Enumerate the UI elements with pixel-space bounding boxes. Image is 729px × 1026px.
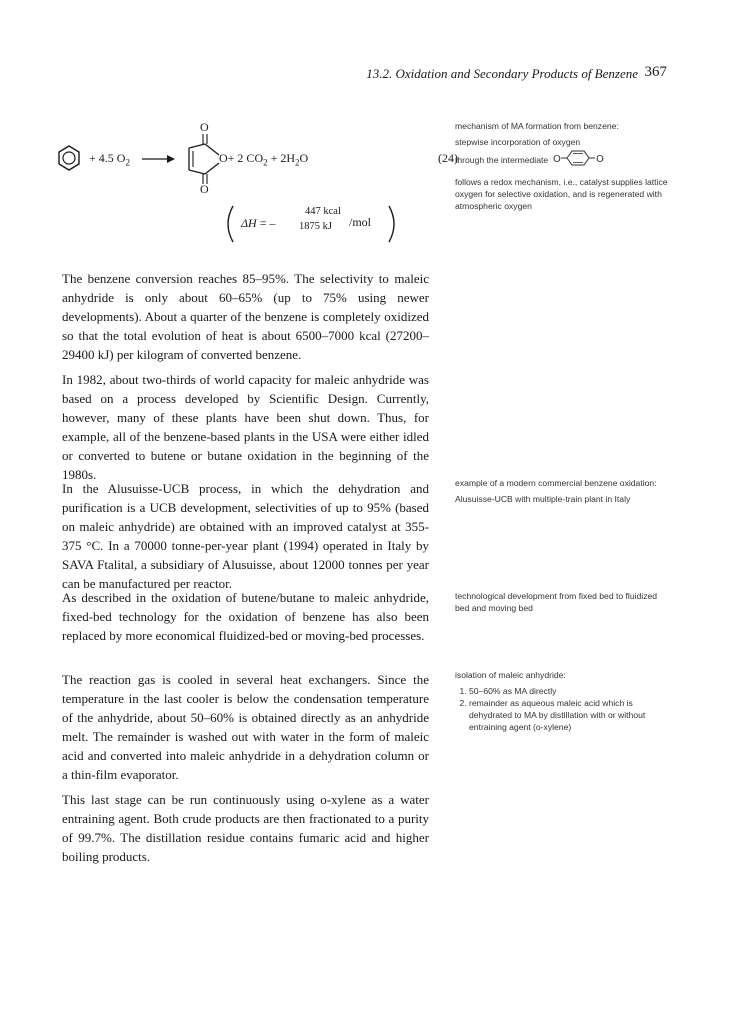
note-mechanism-line1: mechanism of MA formation from benzene: (455, 121, 619, 131)
enthalpy-kj: 1875 kJ (299, 221, 332, 232)
note-mechanism-line4: follows a redox mechanism, i.e., catalyst supplies lattice oxygen for selective oxidation, and is regenerated with atmospheric oxygen (455, 177, 668, 211)
reactant-oxygen: + 4.5 $O_2$ (89, 151, 130, 168)
reaction-structures (55, 118, 475, 268)
paragraph-4: As described in the oxidation of butene/butane to maleic anhydride, fixed-bed technology for the oxidation of benzene has also been replaced by more economical fluidized-bed or moving-bed processes. (62, 590, 429, 643)
running-header (0, 66, 729, 86)
margin-note-technology (455, 590, 669, 618)
running-header-title: 13.2. Oxidation and Secondary Products of Benzene (366, 66, 638, 81)
note-mechanism-line2: stepwise incorporation of oxygen (455, 137, 581, 147)
quinone-oxygen-left: O (553, 154, 561, 165)
note-example-line1: example of a modern commercial benzene oxidation: (455, 478, 657, 488)
equation-number: (24) (438, 151, 458, 165)
reaction-equation: + 4.5 $O_2$ O O O+ 2 $CO_2 + 2H_2O$ (24) ΔH = – 447 kcal 1875 kJ /mol (55, 118, 475, 268)
note-mechanism-intermediate: through the intermediate O O (455, 154, 669, 172)
margin-note-example (455, 477, 669, 509)
benzene-structure (59, 146, 79, 170)
right-bracket (389, 206, 394, 242)
enthalpy-kcal: 447 kcal (305, 206, 341, 217)
paragraph-1: The benzene conversion reaches 85–95%. The selectivity to maleic anhydride is only about 60–65% (up to 75% using newer developments). About a quarter of the benzene is completely oxidized so that the total evolution of heat is about 6500–7000 kcal (27200–29400 kJ) per kilogram of converted benzene. (62, 271, 429, 362)
products-text: O+ 2 $CO_2 + 2H_2O$ (219, 151, 309, 168)
margin-note-mechanism (455, 120, 669, 216)
maleic-anhydride-structure (189, 134, 219, 184)
carbonyl-oxygen-bottom: O (200, 182, 209, 196)
note-technology-line1: technological development from fixed bed to fluidized bed and moving bed (455, 591, 658, 613)
list-item: 1. 50–60% as MA directly (469, 685, 669, 697)
quinone-oxygen-right: O (596, 154, 604, 165)
note-isolation-heading: isolation of maleic anhydride: (455, 670, 566, 680)
paragraph-2: In 1982, about two-thirds of world capacity for maleic anhydride was based on a process developed by Scientific Design. Currently, however, many of these plants have been shut down. Thus, for example, all of the benzene-based plants in the USA were either idled or converted to butene or butane oxidation in the beginning of the 1980s. (62, 372, 429, 482)
list-item: 2. remainder as aqueous maleic acid which is dehydrated to MA by distillation with or without entraining agent (o-xylene) (469, 697, 669, 733)
page-number: 367 (644, 64, 667, 80)
paragraph-6: This last stage can be run continuously using o-xylene as a water entraining agent. Both crude products are then fractionated to a purity of 99.7%. The distillation residue contains fumaric acid and higher boiling products. (62, 792, 429, 864)
left-bracket (228, 206, 233, 242)
benzoquinone-structure (553, 150, 609, 168)
enthalpy-unit: /mol (349, 215, 372, 229)
paragraph-5: The reaction gas is cooled in several heat exchangers. Since the temperature in the last cooler is below the condensation temperature of the anhydride, about 50–60% is obtained directly as an anhydride melt. The remainder is washed out with water in the form of maleic acid and converted into maleic anhydride in a dehydration column or a thin-film evaporator. (62, 672, 429, 782)
paragraph-3: In the Alusuisse-UCB process, in which the dehydration and purification is a UCB development, selectivities of up to 95% (based on maleic anhydride) are obtained with an improved catalyst at 355-375 °C. In a 70000 tonne-per-year plant (1994) operated in Italy by SAVA Ftalital, a subsidiary of Alusuisse, about 12000 tonnes per year can be manufactured per reactor. (62, 481, 429, 591)
reaction-arrow (142, 155, 175, 163)
note-example-line2: Alusuisse-UCB with multiple-train plant in Italy (455, 494, 631, 504)
note-isolation-list (455, 685, 669, 733)
margin-note-isolation (455, 669, 669, 733)
carbonyl-oxygen-top: O (200, 120, 209, 134)
